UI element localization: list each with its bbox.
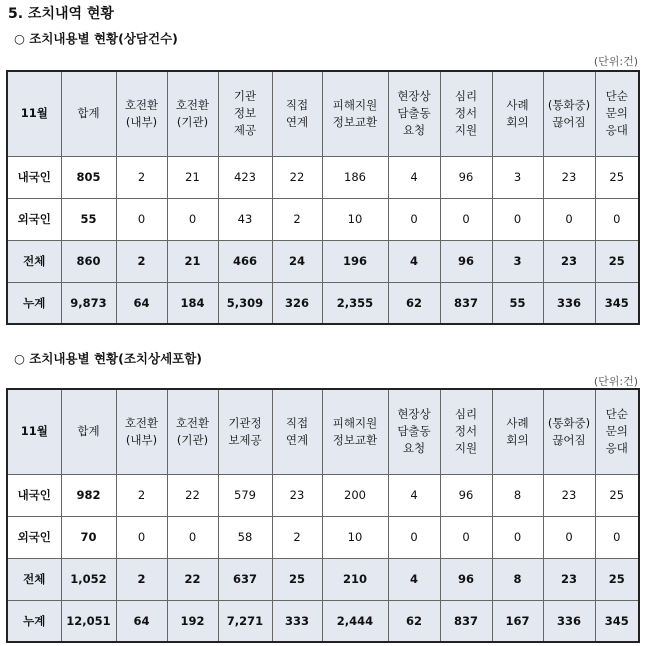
table-row (7, 282, 639, 324)
section-2-unit: (단위:건) (593, 375, 638, 388)
header-line: 지원 (454, 441, 478, 456)
table-cell: 22 (272, 156, 322, 198)
row-label: 내국인 (7, 156, 61, 198)
table-cell: 4 (388, 240, 440, 282)
table-cell: 25 (272, 558, 322, 600)
table-cell: 0 (492, 198, 543, 240)
table-cell: 2,355 (322, 282, 388, 324)
header-line: (기관) (176, 432, 209, 447)
table-cell: 23 (543, 474, 595, 516)
table-cell: 0 (595, 516, 639, 558)
table-cell: 21 (167, 240, 218, 282)
table-cell: 96 (440, 558, 492, 600)
table-cell: 210 (322, 558, 388, 600)
table-cell: 186 (322, 156, 388, 198)
table-row (7, 516, 639, 558)
header-line: 정보 (233, 106, 257, 121)
header-line: 연계 (285, 114, 309, 129)
header-column (543, 71, 595, 156)
header-line: 기관 (233, 89, 257, 104)
table-cell: 4 (388, 156, 440, 198)
header-column (167, 389, 218, 474)
header-line: 요청 (402, 123, 426, 138)
table-action-detail (6, 388, 640, 643)
table-cell: 0 (543, 198, 595, 240)
header-line: 정서 (454, 106, 478, 121)
table-cell: 24 (272, 240, 322, 282)
header-line: (통화중) (547, 97, 591, 112)
table-cell: 333 (272, 600, 322, 642)
table-cell: 345 (595, 600, 639, 642)
table-cell: 21 (167, 156, 218, 198)
header-column (543, 389, 595, 474)
header-line: 회의 (506, 432, 529, 447)
header-line: 합계 (77, 106, 100, 121)
table-cell: 637 (218, 558, 272, 600)
row-label: 내국인 (7, 474, 61, 516)
header-line: 담출동 (397, 424, 431, 439)
header-line: 정보교환 (332, 114, 378, 129)
header-month (7, 389, 61, 474)
table-row (7, 156, 639, 198)
table-cell: 64 (116, 600, 167, 642)
table-cell: 2 (116, 240, 167, 282)
header-line: 회의 (506, 114, 529, 129)
header-line: 사례 (506, 97, 529, 112)
section-1-unit: (단위:건) (593, 55, 638, 68)
table-cell: 64 (116, 282, 167, 324)
header-line: 직접 (285, 415, 309, 430)
table-cell: 23 (543, 558, 595, 600)
header-line: 단순 (605, 407, 628, 422)
header-line: (통화중) (547, 415, 591, 430)
table-cell: 4 (388, 474, 440, 516)
table-cell: 0 (543, 516, 595, 558)
header-line: 응대 (605, 441, 628, 456)
header-line: 문의 (605, 424, 628, 439)
header-column (492, 71, 543, 156)
table-cell: 837 (440, 282, 492, 324)
table-cell: 0 (116, 516, 167, 558)
table-cell: 62 (388, 600, 440, 642)
table-cell: 0 (440, 516, 492, 558)
header-line: 호전환 (175, 97, 210, 112)
table-cell: 0 (440, 198, 492, 240)
header-line: (내부) (125, 114, 158, 129)
row-label: 누계 (7, 282, 61, 324)
table-cell: 0 (167, 198, 218, 240)
header-line: (기관) (176, 114, 209, 129)
header-line: 단순 (605, 89, 628, 104)
table-row (7, 558, 639, 600)
header-month (7, 71, 61, 156)
table-cell: 22 (167, 474, 218, 516)
table-cell: 0 (167, 516, 218, 558)
header-line: 피해지원 (332, 97, 378, 112)
table-cell: 96 (440, 474, 492, 516)
header-line: 문의 (605, 106, 628, 121)
table-cell: 326 (272, 282, 322, 324)
header-line: 지원 (454, 123, 478, 138)
table-cell: 0 (595, 198, 639, 240)
header-line: 11월 (20, 424, 48, 439)
table-cell: 58 (218, 516, 272, 558)
table-cell: 2 (272, 198, 322, 240)
row-label: 외국인 (7, 198, 61, 240)
table-cell: 423 (218, 156, 272, 198)
table-cell: 96 (440, 240, 492, 282)
header-column (272, 389, 322, 474)
row-total: 860 (61, 240, 116, 282)
table-cell: 96 (440, 156, 492, 198)
table-cell: 25 (595, 474, 639, 516)
section-1-subtitle: ○ 조치내용별 현황(상담건수) (14, 31, 178, 46)
row-label: 전체 (7, 558, 61, 600)
row-label: 누계 (7, 600, 61, 642)
table-row (7, 198, 639, 240)
table-cell: 466 (218, 240, 272, 282)
header-line: 11월 (20, 106, 48, 121)
header-column (595, 389, 639, 474)
header-column (322, 389, 388, 474)
header-line: 현장상 (397, 407, 431, 422)
header-line: 정보교환 (332, 432, 378, 447)
section-2-subtitle: ○ 조치내용별 현황(조치상세포함) (14, 351, 203, 366)
table-cell: 4 (388, 558, 440, 600)
table-cell: 837 (440, 600, 492, 642)
header-column (388, 389, 440, 474)
table-cell: 336 (543, 600, 595, 642)
table-cell: 62 (388, 282, 440, 324)
page-title: 5. 조치내역 현황 (8, 6, 114, 22)
header-column (61, 71, 116, 156)
header-line: 요청 (402, 441, 426, 456)
table-cell: 0 (492, 516, 543, 558)
header-line: 기관정 (228, 415, 262, 430)
header-line: 끊어짐 (552, 432, 586, 447)
header-line: 심리 (454, 407, 478, 422)
table-cell: 10 (322, 198, 388, 240)
header-column (388, 71, 440, 156)
row-total: 12,051 (61, 600, 116, 642)
header-line: (내부) (125, 432, 158, 447)
header-line: 응대 (605, 123, 628, 138)
header-line: 사례 (506, 415, 529, 430)
header-column (167, 71, 218, 156)
header-column (218, 389, 272, 474)
table-cell: 25 (595, 156, 639, 198)
table-cell: 23 (272, 474, 322, 516)
table-header-row (7, 71, 639, 156)
table-cell: 0 (116, 198, 167, 240)
row-total: 55 (61, 198, 116, 240)
table-cell: 25 (595, 240, 639, 282)
table-cell: 3 (492, 240, 543, 282)
table-cell: 23 (543, 240, 595, 282)
header-line: 정서 (454, 424, 478, 439)
header-line: 연계 (285, 432, 309, 447)
table-cell: 2,444 (322, 600, 388, 642)
table-cell: 167 (492, 600, 543, 642)
table-cell: 2 (116, 558, 167, 600)
header-column (322, 71, 388, 156)
table-consultation-count (6, 70, 640, 325)
header-line: 보제공 (228, 432, 262, 447)
table-header-row (7, 389, 639, 474)
table-cell: 25 (595, 558, 639, 600)
table-cell: 7,271 (218, 600, 272, 642)
header-column (218, 71, 272, 156)
header-column (272, 71, 322, 156)
table-cell: 55 (492, 282, 543, 324)
header-column (61, 389, 116, 474)
table-cell: 22 (167, 558, 218, 600)
table-cell: 3 (492, 156, 543, 198)
header-line: 제공 (233, 123, 257, 138)
table-cell: 345 (595, 282, 639, 324)
table-cell: 23 (543, 156, 595, 198)
header-line: 심리 (454, 89, 478, 104)
table-cell: 200 (322, 474, 388, 516)
header-column (492, 389, 543, 474)
header-line: 호전환 (124, 97, 159, 112)
row-total: 1,052 (61, 558, 116, 600)
header-line: 현장상 (397, 89, 431, 104)
row-label: 전체 (7, 240, 61, 282)
header-column (440, 71, 492, 156)
header-column (116, 71, 167, 156)
header-line: 끊어짐 (552, 114, 586, 129)
table-cell: 2 (116, 156, 167, 198)
table-cell: 0 (388, 198, 440, 240)
table-cell: 43 (218, 198, 272, 240)
table-cell: 8 (492, 558, 543, 600)
table-cell: 336 (543, 282, 595, 324)
table-row (7, 474, 639, 516)
table-cell: 8 (492, 474, 543, 516)
header-line: 호전환 (124, 415, 159, 430)
table-row (7, 240, 639, 282)
table-cell: 579 (218, 474, 272, 516)
table-cell: 0 (388, 516, 440, 558)
header-line: 호전환 (175, 415, 210, 430)
row-total: 805 (61, 156, 116, 198)
table-cell: 192 (167, 600, 218, 642)
header-column (440, 389, 492, 474)
header-column (595, 71, 639, 156)
table-cell: 184 (167, 282, 218, 324)
table-cell: 2 (116, 474, 167, 516)
row-total: 9,873 (61, 282, 116, 324)
header-line: 직접 (285, 97, 309, 112)
header-line: 담출동 (397, 106, 431, 121)
table-row (7, 600, 639, 642)
row-total: 982 (61, 474, 116, 516)
row-label: 외국인 (7, 516, 61, 558)
row-total: 70 (61, 516, 116, 558)
table-cell: 10 (322, 516, 388, 558)
table-cell: 5,309 (218, 282, 272, 324)
header-line: 합계 (77, 424, 100, 439)
header-line: 피해지원 (332, 415, 378, 430)
table-cell: 196 (322, 240, 388, 282)
table-cell: 2 (272, 516, 322, 558)
header-column (116, 389, 167, 474)
